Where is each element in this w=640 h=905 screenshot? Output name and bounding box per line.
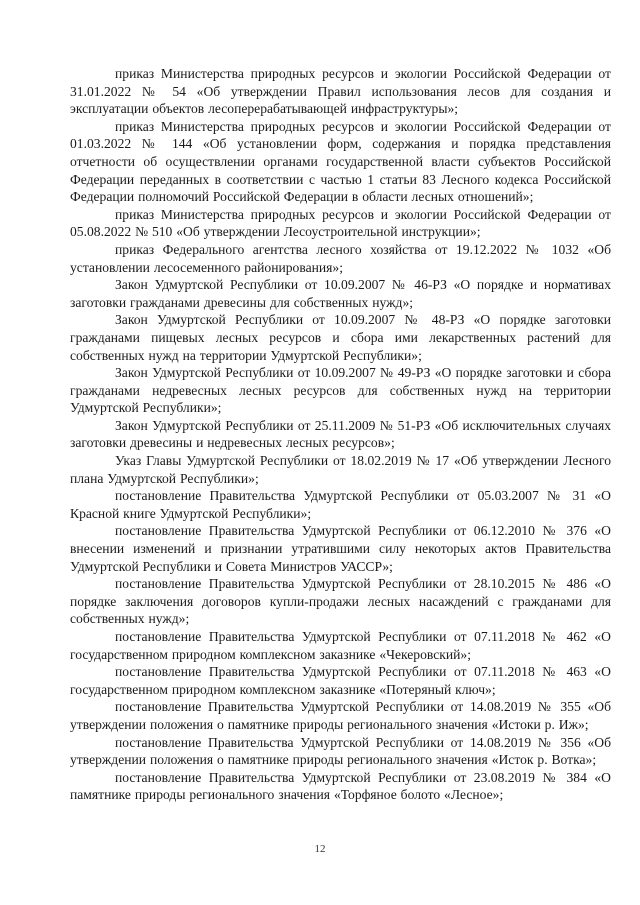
paragraph: постановление Правительства Удмуртской Республики от 07.11.2018 № 462 «О государственном природном комплексном заказнике «Чекеровский»; [70,629,611,662]
paragraph: приказ Министерства природных ресурсов и экологии Российской Федерации от 01.03.2022 № 144 «Об установлении форм, содержания и порядка представления отчетности об осуществлении органами государственной власти субъектов Российской Федерации переданных в соответствии с частью 1 статьи 83 Лесного кодекса Российской Федерации полномочий Российской Федерации в области лесных отношений»; [70,118,611,205]
paragraph: Закон Удмуртской Республики от 25.11.2009 № 51-РЗ «Об исключительных случаях заготовки древесины и недревесных лесных ресурсов»; [70,417,611,451]
paragraph: Закон Удмуртской Республики от 10.09.2007 № 48-РЗ «О порядке заготовки гражданами пищевых лесных ресурсов и сбора ими лекарственных растений для собственных нужд на территории Удмуртской Республики»; [70,312,611,363]
paragraph: приказ Министерства природных ресурсов и экологии Российской Федерации от 05.08.2022 № 510 «Об утверждении Лесоустроительной инструкции»; [70,206,611,240]
paragraph: постановление Правительства Удмуртской Республики от 28.10.2015 № 486 «О порядке заключения договоров купли-продажи лесных насаждений с гражданами для собственных нужд»; [70,576,611,627]
paragraph: Закон Удмуртской Республики от 10.09.2007 № 49-РЗ «О порядке заготовки и сбора гражданами недревесных лесных ресурсов для собственных нужд на территории Удмуртской Республики»; [70,365,611,416]
paragraph: постановление Правительства Удмуртской Республики от 06.12.2010 № 376 «О внесении изменений и признании утратившими силу некоторых актов Правительства Удмуртской Республики и Совета Министров УАССР»; [70,523,611,574]
paragraph: постановление Правительства Удмуртской Республики от 14.08.2019 № 356 «Об утверждении положения о памятнике природы регионального значения «Исток р. Вотка»; [70,734,611,768]
paragraph: Указ Главы Удмуртской Республики от 18.02.2019 № 17 «Об утверждении Лесного плана Удмуртской Республики»; [70,453,611,486]
paragraph: постановление Правительства Удмуртской Республики от 07.11.2018 № 463 «О государственном природном комплексном заказнике «Потеряный ключ»; [70,664,611,697]
paragraph: приказ Федерального агентства лесного хозяйства от 19.12.2022 № 1032 «Об установлении лесосеменного районирования»; [70,241,611,275]
paragraph: постановление Правительства Удмуртской Республики от 23.08.2019 № 384 «О памятнике природы регионального значения «Торфяное болото «Лесное»; [70,769,611,803]
paragraph: Закон Удмуртской Республики от 10.09.2007 № 46-РЗ «О порядке и нормативах заготовки гражданами древесины для собственных нужд»; [70,277,611,310]
paragraph: приказ Министерства природных ресурсов и экологии Российской Федерации от 31.01.2022 № 54 «Об утверждении Правил использования лесов для создания и эксплуатации объектов лесоперерабатывающей инфраструктуры»; [70,66,611,117]
paragraph: постановление Правительства Удмуртской Республики от 05.03.2007 № 31 «О Красной книге Удмуртской Республики»; [70,488,611,521]
document-body [70,65,611,804]
paragraph: постановление Правительства Удмуртской Республики от 14.08.2019 № 355 «Об утверждении положения о памятнике природы регионального значения «Истоки р. Иж»; [70,699,611,732]
page-number: 12 [314,843,326,855]
